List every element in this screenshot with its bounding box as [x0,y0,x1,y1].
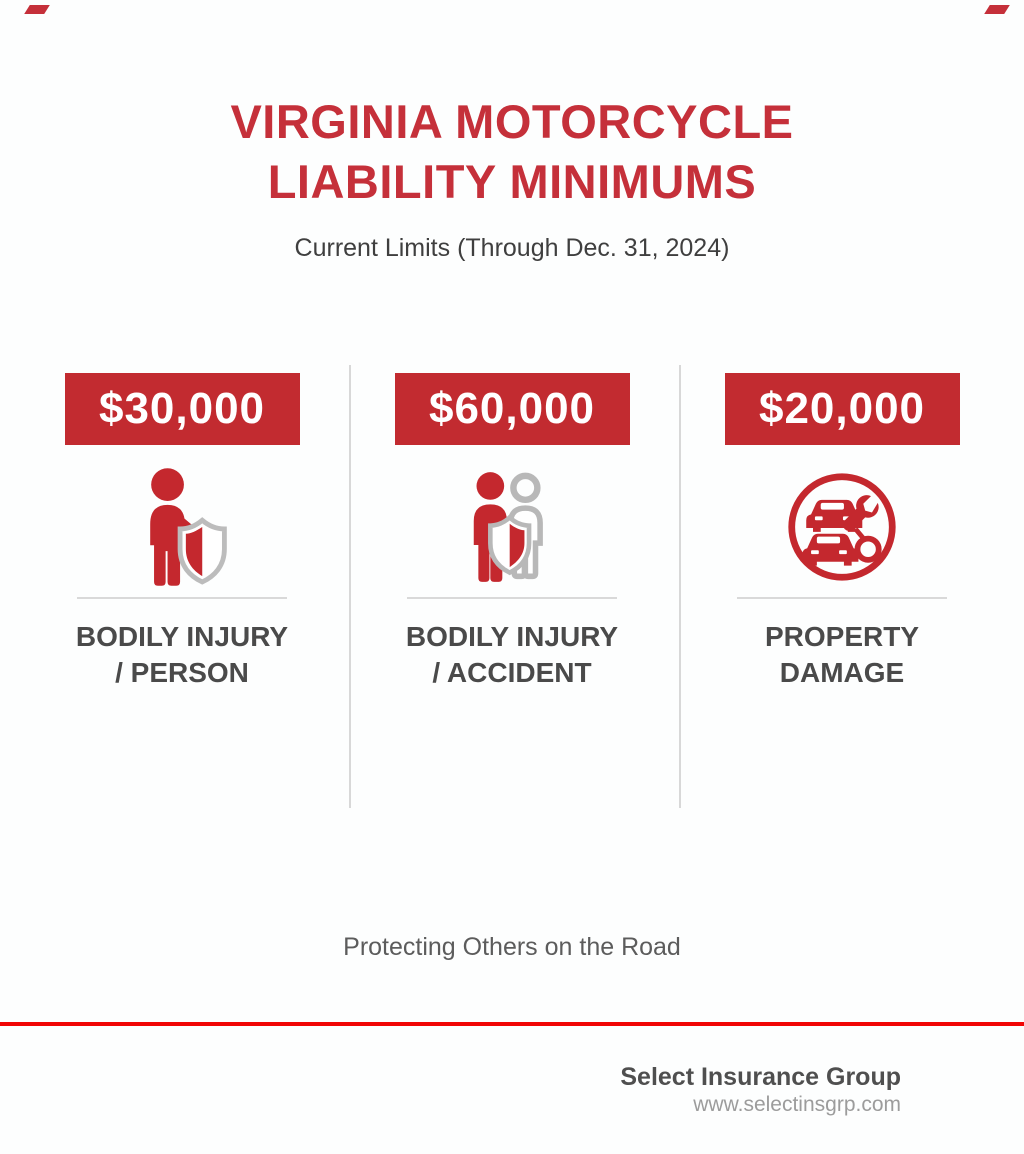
brand-name: Select Insurance Group [620,1063,901,1091]
brand-website: www.selectinsgrp.com [693,1093,901,1116]
limit-label-line1: BODILY INJURY [405,621,619,652]
label-divider [737,597,947,599]
page-title-line1: VIRGINIA MOTORCYCLE [230,95,794,148]
limit-column-bodily-injury-person [17,373,347,691]
limit-label [17,619,347,691]
person-shield-icon [17,457,347,597]
page-title-line2: LIABILITY MINIMUMS [267,155,757,208]
limit-label-line1: BODILY INJURY [75,621,289,652]
limit-label [347,619,677,691]
cars-repair-icon [677,457,1007,597]
limits-columns [17,373,1007,691]
footer-rule [0,1022,1024,1026]
limit-label-line1: PROPERTY [764,621,920,652]
label-divider [77,597,287,599]
limit-column-property-damage [677,373,1007,691]
header [0,0,1024,263]
limit-label-line2: / PERSON [115,657,249,688]
footer [620,1064,901,1117]
page-title [0,92,1024,212]
amount-banner: $20,000 [725,373,960,445]
amount-banner: $60,000 [395,373,630,445]
limit-label [677,619,1007,691]
column-divider [679,365,681,808]
column-divider [349,365,351,808]
tagline: Protecting Others on the Road [343,933,681,961]
limit-label-line2: DAMAGE [779,657,905,688]
limit-column-bodily-injury-accident [347,373,677,691]
limit-label-line2: / ACCIDENT [432,657,592,688]
subtitle: Current Limits (Through Dec. 31, 2024) [294,234,730,262]
amount-banner: $30,000 [65,373,300,445]
label-divider [407,597,617,599]
two-persons-shield-icon [347,457,677,597]
